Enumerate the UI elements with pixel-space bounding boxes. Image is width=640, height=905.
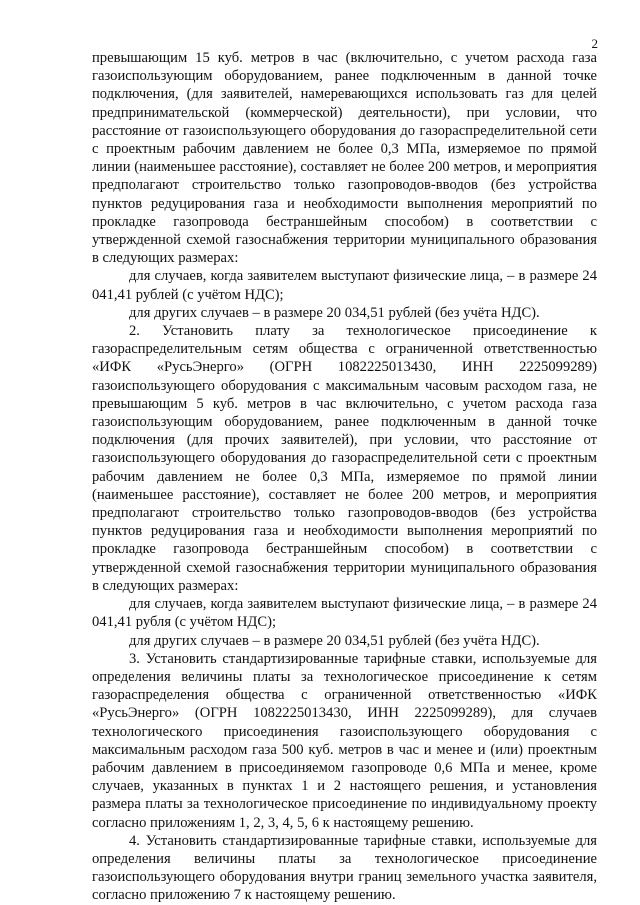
- document-body: [92, 49, 597, 905]
- paragraph-continuation: превышающим 15 куб. метров в час (включительно, с учетом расхода газа газоиспользующим оборудованием, ранее подключенным в данной точке подключения, (для заявителей, намеревающихся использовать газ для целей предпринимательской (коммерческой) деятельности), при условии, что расстояние от газоиспользующего оборудования до газораспределительной сети с проектным рабочим давлением не более 0,3 МПа, измеряемое по прямой линии (наименьшее расстояние), составляет не более 200 метров, и мероприятия предполагают строительство только газопроводов-вводов (без устройства пунктов редуцирования газа и необходимости выполнения мероприятий по прокладке газопровода бестраншейным способом) в соответствии с утвержденной схемой газоснабжения территории муниципального образования в следующих размерах:: [92, 50, 597, 267]
- paragraph-other-fee-1: для других случаев – в размере 20 034,51 рублей (без учёта НДС).: [129, 304, 540, 321]
- paragraph-item-4: 4. Установить стандартизированные тарифные ставки, используемые для определения величины платы за технологическое присоединение газоиспользующего оборудования внутри границ земельного участка заявителя, согласно приложению 7 к настоящему решению.: [92, 832, 597, 904]
- paragraph-item-2: 2. Установить плату за технологическое присоединение к газораспределительным сетям общества с ограниченной ответственностью «ИФК «РусьЭнерго» (ОГРН 1082225013430, ИНН 2225099289) газоиспользующего оборудования с максимальным часовым расходом газа, не превышающим 5 куб. метров в час включительно, с учетом расхода газа газоиспользующим оборудованием, ранее подключенным в данной точке подключения (для прочих заявителей), при условии, что расстояние от газоиспользующего оборудования до газораспределительной сети с проектным рабочим давлением не более 0,3 МПа, измеряемое по прямой линии (наименьшее расстояние), составляет не более 200 метров, и мероприятия предполагают строительство только газопроводов-вводов (без устройства пунктов редуцирования газа и необходимости выполнения мероприятий по прокладке газопровода бестраншейным способом) в соответствии с утвержденной схемой газоснабжения территории муниципального образования в следующих размерах:: [92, 323, 597, 594]
- page-number: 2: [591, 36, 598, 51]
- paragraph-other-fee-2: для других случаев – в размере 20 034,51 рублей (без учёта НДС).: [129, 632, 540, 649]
- paragraph-individuals-fee-1: для случаев, когда заявителем выступают физические лица, – в размере 24 041,41 рублей (с учётом НДС);: [92, 268, 597, 303]
- paragraph-individuals-fee-2: для случаев, когда заявителем выступают физические лица, – в размере 24 041,41 рубля (с учётом НДС);: [92, 596, 597, 631]
- paragraph-item-3: 3. Установить стандартизированные тарифные ставки, используемые для определения величины платы за технологическое присоединение к сетям газораспределения общества с ограниченной ответственностью «ИФК «РусьЭнерго» (ОГРН 1082225013430, ИНН 2225099289), для случаев технологического присоединения газоиспользующего оборудования с максимальным расходом газа 500 куб. метров в час и менее и (или) проектным рабочим давлением в присоединяемом газопроводе 0,6 МПа и менее, кроме случаев, указанных в пунктах 1 и 2 настоящего решения, и установления размера платы за технологическое присоединение по индивидуальному проекту согласно приложениям 1, 2, 3, 4, 5, 6 к настоящему решению.: [92, 650, 597, 831]
